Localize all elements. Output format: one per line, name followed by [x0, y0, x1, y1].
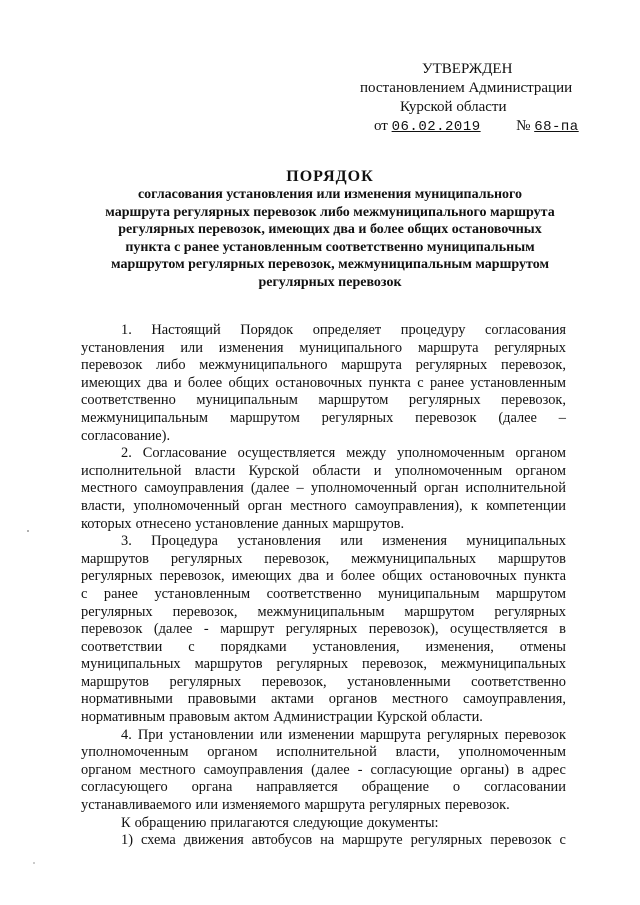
scan-speck: [33, 862, 35, 864]
text-line: нормативными правовыми актами органов местного самоуправления,: [81, 691, 566, 708]
subtitle-line: пункта с ранее установленным соответственно муниципальным: [125, 239, 535, 255]
text-line: маршрутов регулярных перевозок, межмуниципальных маршрутов: [81, 550, 566, 567]
text-line: согласование).: [81, 427, 171, 444]
text-line: нормативным правовым актом Администрации Курской области.: [81, 709, 483, 726]
text-line: регулярных перевозок, имеющих два и более общих остановочных пункта: [81, 568, 566, 585]
text-line: 2. Согласование осуществляется между уполномоченным органом: [121, 445, 566, 462]
subtitle-line: маршрутом регулярных перевозок, межмуниципальным маршрутом: [111, 257, 549, 272]
text-line: регулярных перевозок, межмуниципальным маршрутом регулярных: [81, 603, 566, 620]
number-prefix: №: [516, 118, 531, 134]
text-line: исполнительной власти Курской области и уполномоченным органом: [81, 462, 566, 479]
text-line: которых отнесено установление данных маршрутов.: [81, 515, 405, 532]
text-line: 1) схема движения автобусов на маршруте регулярных перевозок с: [121, 832, 566, 849]
paragraph: [81, 322, 566, 445]
document-subtitle: [80, 186, 580, 291]
approval-region: Курской области: [400, 99, 507, 115]
paragraph: [81, 727, 566, 815]
paragraph: [81, 815, 566, 833]
text-line: согласующего органа направляется обращение о согласовании: [81, 779, 566, 796]
text-line: К обращению прилагаются следующие документы:: [121, 814, 439, 831]
approval-date-line: [360, 117, 600, 137]
text-line: органом местного самоуправления (далее - согласующие органы) в адрес: [81, 761, 566, 778]
text-line: перевозок (далее - маршрут регулярных перевозок), осуществляется в: [81, 621, 566, 638]
text-line: соответствии с порядками установления, изменения, отмены: [81, 638, 566, 655]
text-line: межмуниципальным маршрутом регулярных перевозок (далее –: [81, 409, 566, 426]
text-line: уполномоченным органом исполнительной власти, уполномоченным: [81, 744, 566, 761]
approval-authority: постановлением Администрации: [360, 80, 573, 96]
text-line: 1. Настоящий Порядок определяет процедуру согласования: [121, 322, 566, 338]
text-line: устанавливаемого или изменяемого маршрута регулярных перевозок.: [81, 797, 510, 814]
document-title: ПОРЯДОК: [286, 168, 374, 185]
approval-date: 06.02.2019: [391, 119, 481, 135]
text-line: перевозок либо межмуниципального маршрута регулярных перевозок,: [81, 357, 566, 374]
approval-stamp: [360, 60, 600, 137]
subtitle-line: маршрута регулярных перевозок либо межмуниципального маршрута: [105, 204, 555, 220]
text-line: с ранее установленным соответственно муниципальным маршрутом: [81, 585, 566, 602]
text-line: 3. Процедура установления или изменения муниципальных: [121, 533, 566, 550]
date-prefix: от: [374, 118, 388, 134]
text-line: власти, уполномоченный орган местного самоуправления), к компетенции: [81, 497, 566, 514]
text-line: 4. При установлении или изменении маршрута регулярных перевозок: [121, 726, 566, 743]
paragraph: [81, 445, 566, 533]
paragraph: [81, 533, 566, 727]
text-line: имеющих два и более общих остановочных пункта с ранее установленным: [81, 374, 566, 391]
document-body: [81, 322, 566, 850]
text-line: маршрутов регулярных перевозок, установленными соответственно: [81, 673, 566, 690]
text-line: местного самоуправления (далее – уполномоченный орган исполнительной: [81, 480, 566, 497]
text-line: муниципальных маршрутов регулярных перевозок, межмуниципальных: [81, 656, 566, 673]
approval-number: 68-па: [534, 119, 579, 135]
subtitle-line: регулярных перевозок, имеющих два и более общих остановочных: [118, 222, 542, 237]
text-line: соответственно муниципальным маршрутом регулярных перевозок,: [81, 392, 566, 409]
approval-heading: УТВЕРЖДЕН: [422, 61, 513, 77]
subtitle-line: согласования установления или изменения муниципального: [137, 187, 523, 202]
subtitle-line: регулярных перевозок: [258, 274, 402, 290]
scan-speck: [27, 530, 29, 532]
paragraph: [81, 832, 566, 850]
text-line: установления или изменения муниципального маршрута регулярных: [81, 339, 566, 356]
